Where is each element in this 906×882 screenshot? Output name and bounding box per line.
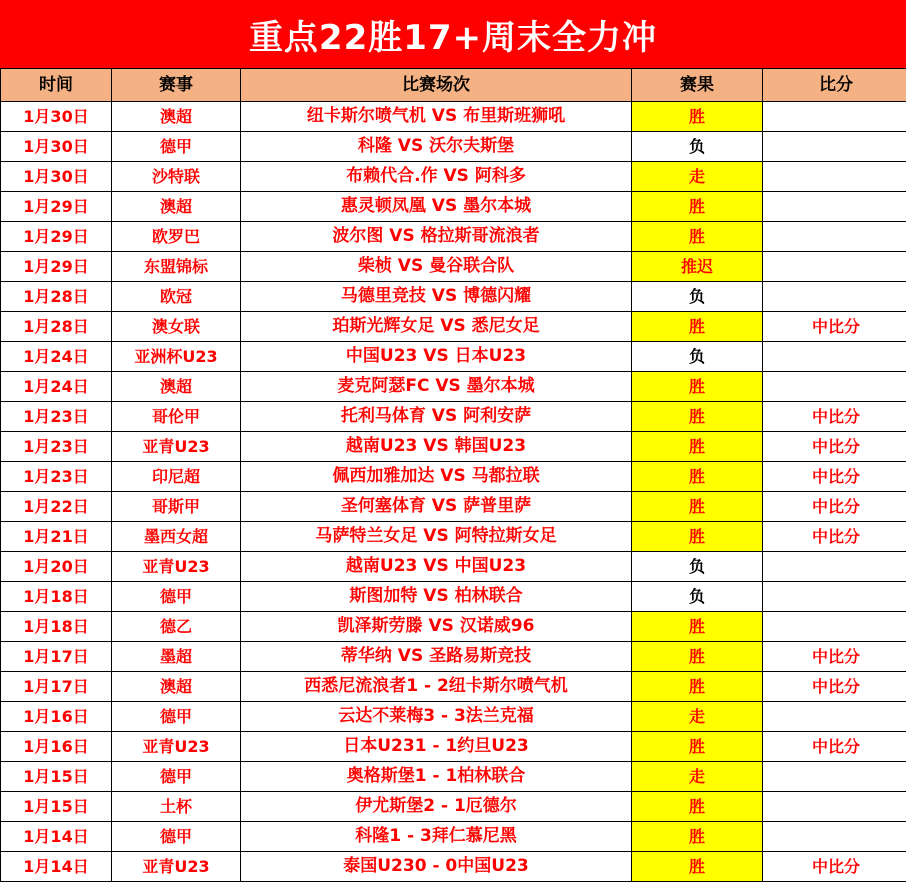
cell-score: 中比分 (763, 522, 906, 552)
column-header-time: 时间 (1, 69, 112, 102)
cell-time: 1月28日 (1, 312, 112, 342)
cell-score: 中比分 (763, 732, 906, 762)
cell-result: 胜 (632, 792, 763, 822)
cell-league: 德乙 (112, 612, 241, 642)
cell-time: 1月30日 (1, 132, 112, 162)
table-row (1, 792, 906, 822)
cell-result: 负 (632, 342, 763, 372)
table-row (1, 762, 906, 792)
cell-match: 西悉尼流浪者1 - 2纽卡斯尔喷气机 (241, 672, 632, 702)
table-row (1, 642, 906, 672)
column-header-league: 赛事 (112, 69, 241, 102)
cell-result: 胜 (632, 312, 763, 342)
table-row (1, 492, 906, 522)
cell-time: 1月15日 (1, 762, 112, 792)
page-title-banner (0, 0, 906, 68)
cell-league: 哥斯甲 (112, 492, 241, 522)
cell-league: 德甲 (112, 762, 241, 792)
cell-match: 珀斯光辉女足 VS 悉尼女足 (241, 312, 632, 342)
table-header-row (1, 69, 906, 102)
cell-match: 奥格斯堡1 - 1柏林联合 (241, 762, 632, 792)
cell-league: 墨西女超 (112, 522, 241, 552)
cell-result: 胜 (632, 522, 763, 552)
cell-time: 1月15日 (1, 792, 112, 822)
cell-league: 欧罗巴 (112, 222, 241, 252)
table-row (1, 582, 906, 612)
table-row (1, 522, 906, 552)
cell-result: 胜 (632, 672, 763, 702)
cell-result: 走 (632, 162, 763, 192)
column-header-result: 赛果 (632, 69, 763, 102)
cell-time: 1月23日 (1, 462, 112, 492)
cell-score: 中比分 (763, 402, 906, 432)
cell-time: 1月14日 (1, 822, 112, 852)
cell-match: 凯泽斯劳滕 VS 汉诺威96 (241, 612, 632, 642)
cell-time: 1月30日 (1, 162, 112, 192)
cell-score (763, 372, 906, 402)
cell-score (763, 222, 906, 252)
table-row (1, 672, 906, 702)
table-header (1, 69, 906, 102)
cell-match: 斯图加特 VS 柏林联合 (241, 582, 632, 612)
table-row (1, 852, 906, 882)
cell-match: 伊尤斯堡2 - 1厄德尔 (241, 792, 632, 822)
cell-time: 1月16日 (1, 732, 112, 762)
cell-result: 推迟 (632, 252, 763, 282)
cell-time: 1月24日 (1, 372, 112, 402)
cell-match: 波尔图 VS 格拉斯哥流浪者 (241, 222, 632, 252)
cell-result: 走 (632, 702, 763, 732)
cell-match: 布赖代合.作 VS 阿科多 (241, 162, 632, 192)
cell-score (763, 192, 906, 222)
cell-league: 墨超 (112, 642, 241, 672)
table-row (1, 462, 906, 492)
cell-score (763, 582, 906, 612)
cell-league: 亚青U23 (112, 852, 241, 882)
cell-time: 1月23日 (1, 432, 112, 462)
cell-result: 胜 (632, 222, 763, 252)
cell-time: 1月28日 (1, 282, 112, 312)
cell-score (763, 342, 906, 372)
cell-league: 亚青U23 (112, 732, 241, 762)
cell-match: 科隆1 - 3拜仁慕尼黑 (241, 822, 632, 852)
cell-league: 土杯 (112, 792, 241, 822)
cell-result: 胜 (632, 642, 763, 672)
cell-time: 1月18日 (1, 612, 112, 642)
table-row (1, 222, 906, 252)
cell-result: 负 (632, 132, 763, 162)
cell-score: 中比分 (763, 312, 906, 342)
cell-match: 马萨特兰女足 VS 阿特拉斯女足 (241, 522, 632, 552)
cell-score (763, 762, 906, 792)
cell-time: 1月29日 (1, 252, 112, 282)
cell-league: 亚青U23 (112, 552, 241, 582)
cell-time: 1月30日 (1, 102, 112, 132)
cell-time: 1月29日 (1, 192, 112, 222)
table-row (1, 402, 906, 432)
cell-score (763, 702, 906, 732)
cell-result: 胜 (632, 102, 763, 132)
cell-league: 亚洲杯U23 (112, 342, 241, 372)
cell-score (763, 252, 906, 282)
cell-result: 胜 (632, 372, 763, 402)
cell-result: 胜 (632, 402, 763, 432)
cell-match: 麦克阿瑟FC VS 墨尔本城 (241, 372, 632, 402)
table-row (1, 252, 906, 282)
cell-match: 托利马体育 VS 阿利安萨 (241, 402, 632, 432)
cell-match: 中国U23 VS 日本U23 (241, 342, 632, 372)
cell-score: 中比分 (763, 852, 906, 882)
cell-score: 中比分 (763, 642, 906, 672)
cell-time: 1月17日 (1, 642, 112, 672)
cell-league: 澳超 (112, 372, 241, 402)
match-results-table (0, 68, 906, 882)
table-row (1, 432, 906, 462)
cell-match: 日本U231 - 1约旦U23 (241, 732, 632, 762)
cell-result: 负 (632, 282, 763, 312)
cell-result: 负 (632, 552, 763, 582)
table-row (1, 372, 906, 402)
cell-result: 胜 (632, 462, 763, 492)
cell-result: 负 (632, 582, 763, 612)
cell-match: 佩西加雅加达 VS 马都拉联 (241, 462, 632, 492)
cell-league: 沙特联 (112, 162, 241, 192)
cell-result: 胜 (632, 852, 763, 882)
cell-time: 1月22日 (1, 492, 112, 522)
cell-score (763, 102, 906, 132)
cell-league: 德甲 (112, 822, 241, 852)
cell-time: 1月24日 (1, 342, 112, 372)
cell-score: 中比分 (763, 492, 906, 522)
cell-time: 1月16日 (1, 702, 112, 732)
table-body (1, 102, 906, 882)
table-row (1, 342, 906, 372)
cell-match: 柴桢 VS 曼谷联合队 (241, 252, 632, 282)
cell-league: 德甲 (112, 132, 241, 162)
cell-league: 澳超 (112, 192, 241, 222)
cell-match: 云达不莱梅3 - 3法兰克福 (241, 702, 632, 732)
cell-match: 科隆 VS 沃尔夫斯堡 (241, 132, 632, 162)
cell-time: 1月23日 (1, 402, 112, 432)
cell-result: 胜 (632, 192, 763, 222)
cell-time: 1月14日 (1, 852, 112, 882)
table-row (1, 132, 906, 162)
cell-match: 纽卡斯尔喷气机 VS 布里斯班狮吼 (241, 102, 632, 132)
cell-result: 胜 (632, 612, 763, 642)
cell-match: 泰国U230 - 0中国U23 (241, 852, 632, 882)
cell-score: 中比分 (763, 672, 906, 702)
cell-score (763, 132, 906, 162)
cell-score (763, 552, 906, 582)
table-row (1, 102, 906, 132)
cell-score (763, 162, 906, 192)
table-row (1, 282, 906, 312)
cell-score: 中比分 (763, 432, 906, 462)
cell-league: 印尼超 (112, 462, 241, 492)
cell-league: 德甲 (112, 582, 241, 612)
cell-time: 1月20日 (1, 552, 112, 582)
cell-match: 圣何塞体育 VS 萨普里萨 (241, 492, 632, 522)
cell-score (763, 792, 906, 822)
cell-league: 哥伦甲 (112, 402, 241, 432)
cell-league: 澳女联 (112, 312, 241, 342)
table-row (1, 612, 906, 642)
cell-match: 惠灵顿凤凰 VS 墨尔本城 (241, 192, 632, 222)
table-row (1, 162, 906, 192)
cell-score (763, 282, 906, 312)
column-header-score: 比分 (763, 69, 906, 102)
cell-result: 胜 (632, 432, 763, 462)
cell-match: 蒂华纳 VS 圣路易斯竞技 (241, 642, 632, 672)
cell-league: 澳超 (112, 102, 241, 132)
cell-time: 1月18日 (1, 582, 112, 612)
page-title: 重点22胜17+周末全力冲 (249, 10, 657, 59)
cell-league: 欧冠 (112, 282, 241, 312)
cell-score: 中比分 (763, 462, 906, 492)
table-row (1, 192, 906, 222)
cell-time: 1月21日 (1, 522, 112, 552)
cell-result: 胜 (632, 732, 763, 762)
cell-league: 德甲 (112, 702, 241, 732)
table-row (1, 732, 906, 762)
cell-result: 胜 (632, 492, 763, 522)
table-row (1, 702, 906, 732)
cell-league: 澳超 (112, 672, 241, 702)
cell-result: 胜 (632, 822, 763, 852)
cell-league: 亚青U23 (112, 432, 241, 462)
cell-result: 走 (632, 762, 763, 792)
cell-match: 马德里竞技 VS 博德闪耀 (241, 282, 632, 312)
table-row (1, 552, 906, 582)
column-header-match: 比赛场次 (241, 69, 632, 102)
cell-league: 东盟锦标 (112, 252, 241, 282)
cell-match: 越南U23 VS 韩国U23 (241, 432, 632, 462)
cell-score (763, 612, 906, 642)
table-row (1, 312, 906, 342)
cell-time: 1月29日 (1, 222, 112, 252)
cell-match: 越南U23 VS 中国U23 (241, 552, 632, 582)
cell-time: 1月17日 (1, 672, 112, 702)
